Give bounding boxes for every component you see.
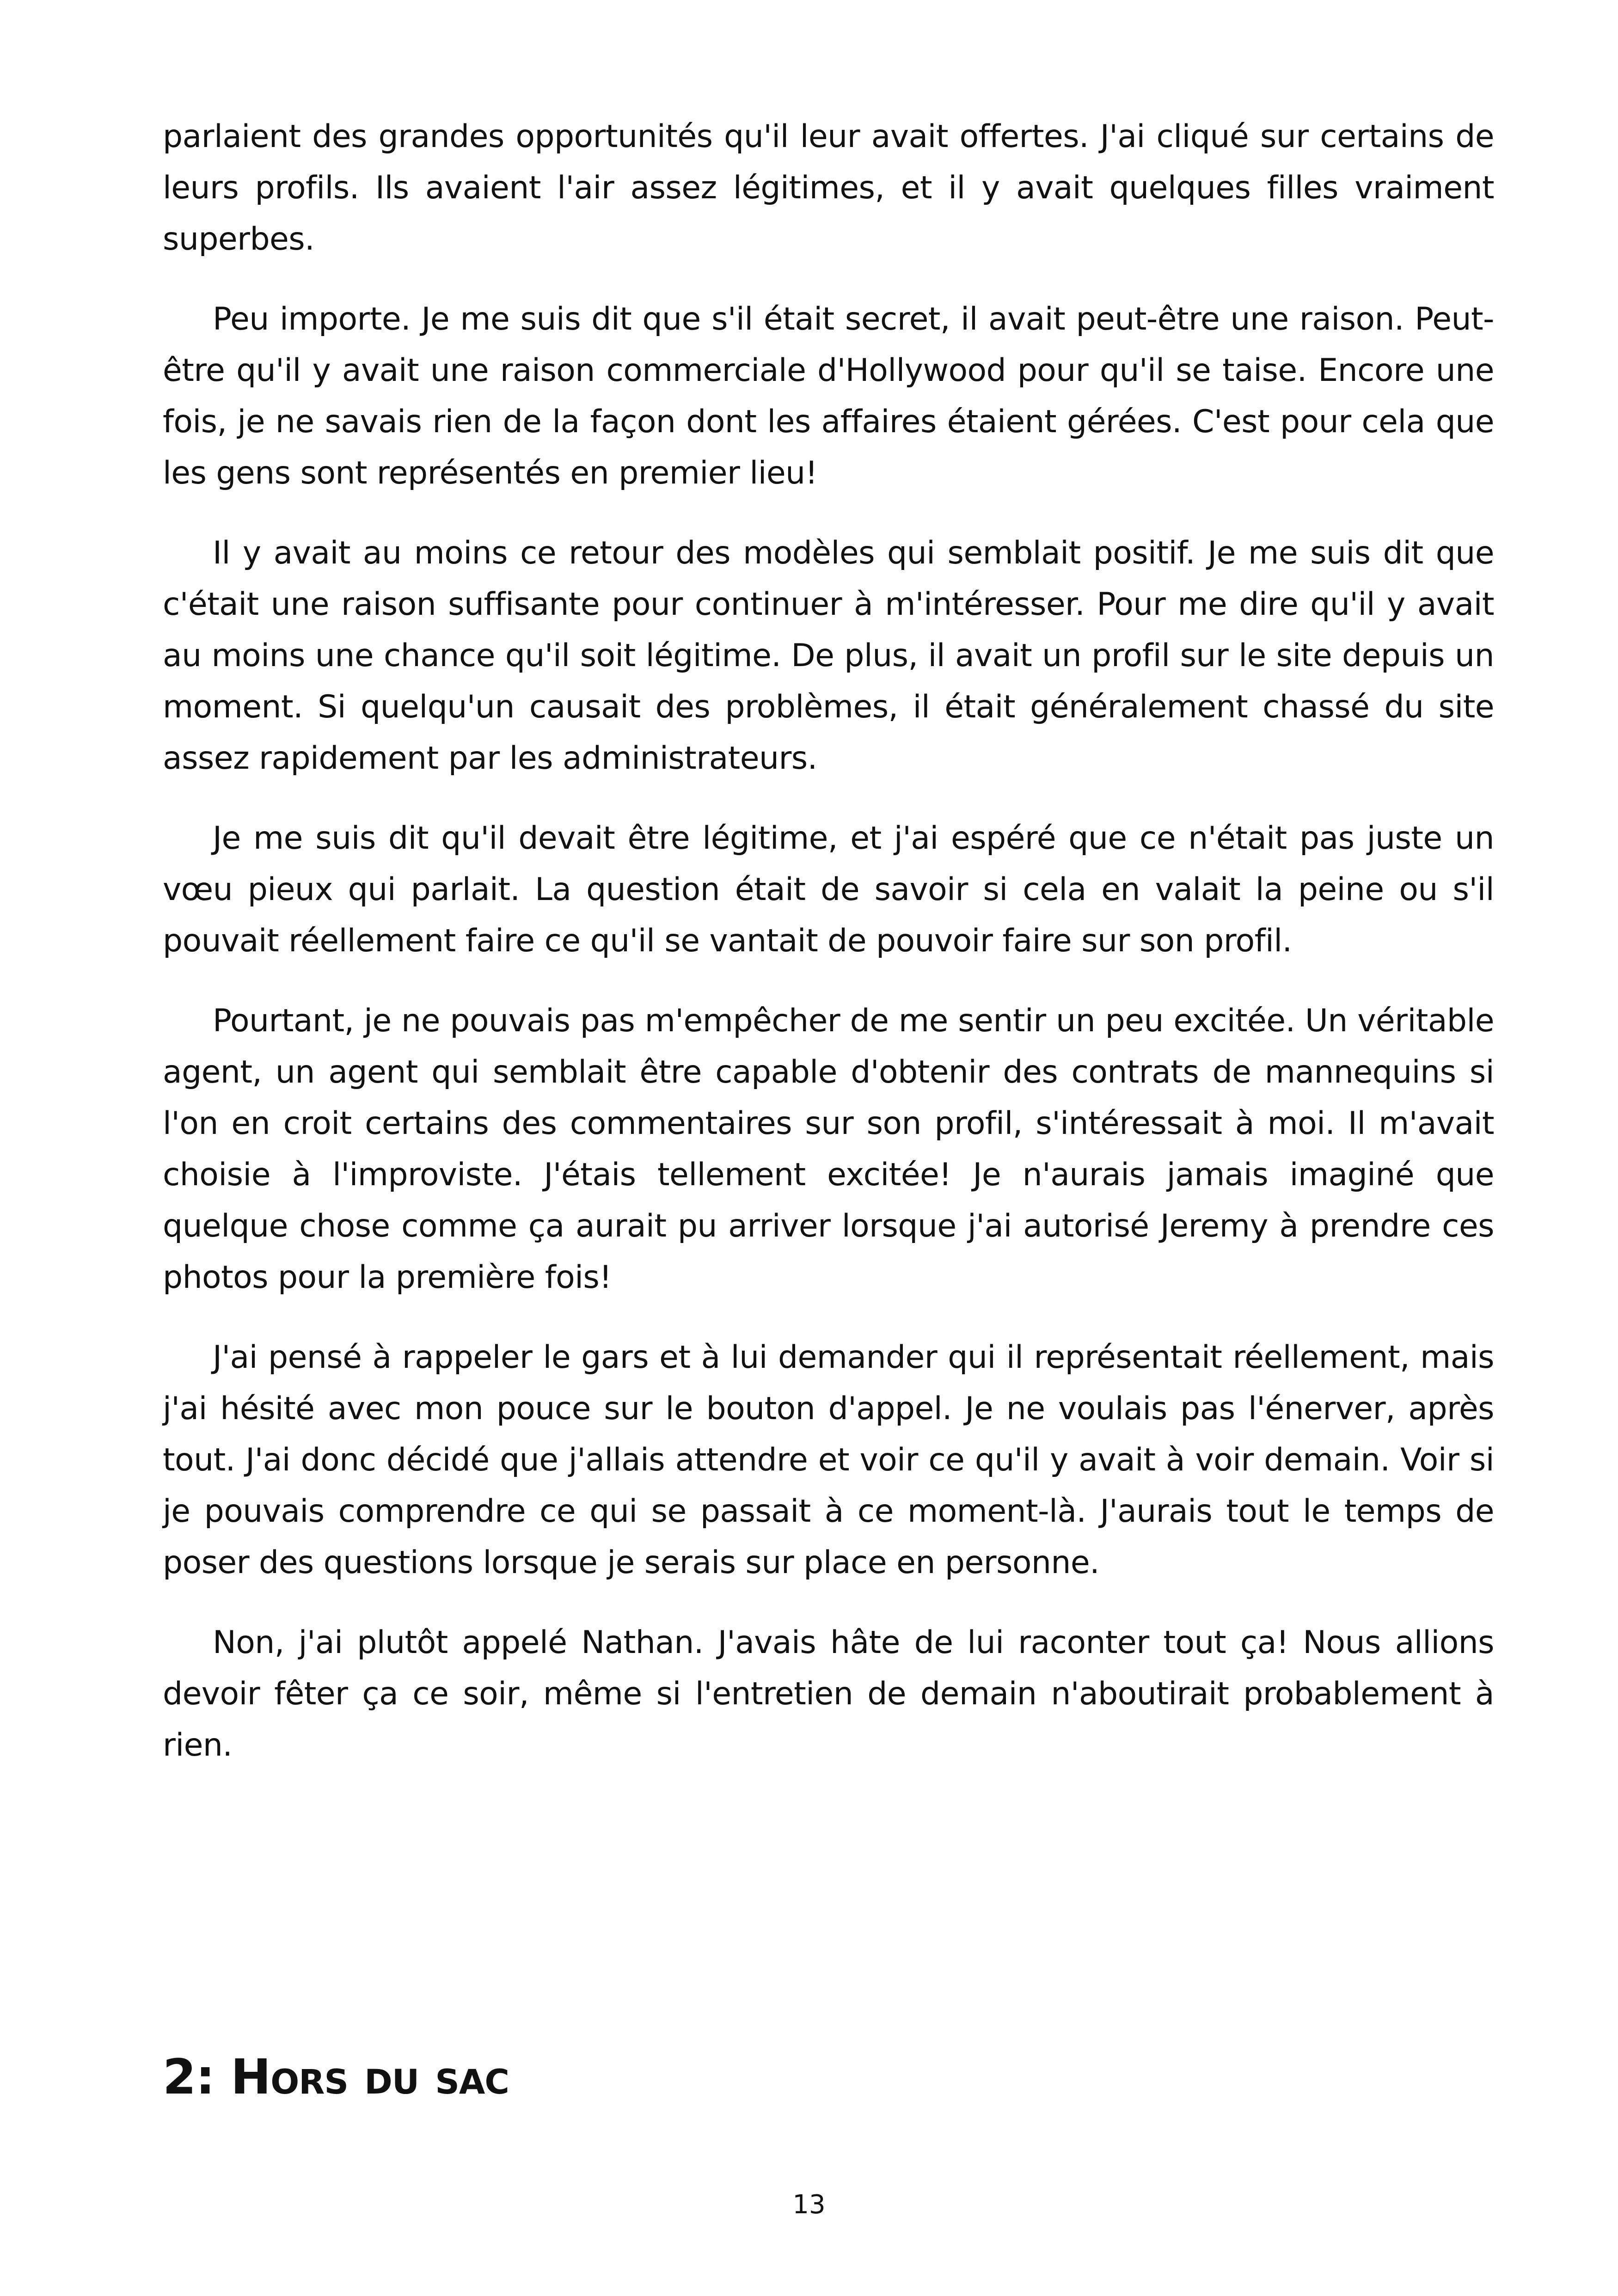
paragraph: J'ai pensé à rappeler le gars et à lui demander qui il représentait réellement, mais j'ai hésité avec mon pouce sur le bouton d'appel. Je ne voulais pas l'énerver, après tout. J'ai donc décidé que j'allais attendre et voir ce qu'il y avait à voir demain. Voir si je pouvais comprendre ce qui se passait à ce moment-là. J'aurais tout le temps de poser des questions lorsque je serais sur place en personne. xyxy=(163,1339,1494,1581)
paragraph: Pourtant, je ne pouvais pas m'empêcher de me sentir un peu excitée. Un véritable agent, un agent qui semblait être capable d'obtenir des contrats de mannequins si l'on en croit certains des commentaires sur son profil, s'intéressait à moi. Il m'avait choisie à l'improviste. J'étais tellement excitée! Je n'aurais jamais imaginé que quelque chose comme ça aurait pu arriver lorsque j'ai autorisé Jeremy à prendre ces photos pour la première fois! xyxy=(163,1003,1494,1296)
paragraph: Peu importe. Je me suis dit que s'il était secret, il avait peut-être une raison. Peut-être qu'il y avait une raison commerciale d'Hollywood pour qu'il se taise. Encore une fois, je ne savais rien de la façon dont les affaires étaient gérées. C'est pour cela que les gens sont représentés en premier lieu! xyxy=(163,301,1494,491)
page-number: 13 xyxy=(792,2190,826,2220)
paragraph: Non, j'ai plutôt appelé Nathan. J'avais hâte de lui raconter tout ça! Nous allions devoir fêter ça ce soir, même si l'entretien de demain n'aboutirait probablement à rien. xyxy=(163,1624,1494,1763)
chapter-title: 2: Hors du sac xyxy=(163,2049,509,2105)
paragraph-continued: parlaient des grandes opportunités qu'il leur avait offertes. J'ai cliqué sur certains de leurs profils. Ils avaient l'air assez légitimes, et il y avait quelques filles vraiment superbes. xyxy=(163,118,1494,257)
paragraph: Il y avait au moins ce retour des modèles qui semblait positif. Je me suis dit que c'était une raison suffisante pour continuer à m'intéresser. Pour me dire qu'il y avait au moins une chance qu'il soit légitime. De plus, il avait un profil sur le site depuis un moment. Si quelqu'un causait des problèmes, il était généralement chassé du site assez rapidement par les administrateurs. xyxy=(163,535,1494,777)
page-body xyxy=(163,111,1494,1800)
paragraph: Je me suis dit qu'il devait être légitime, et j'ai espéré que ce n'était pas juste un vœu pieux qui parlait. La question était de savoir si cela en valait la peine ou s'il pouvait réellement faire ce qu'il se vantait de pouvoir faire sur son profil. xyxy=(163,820,1494,959)
